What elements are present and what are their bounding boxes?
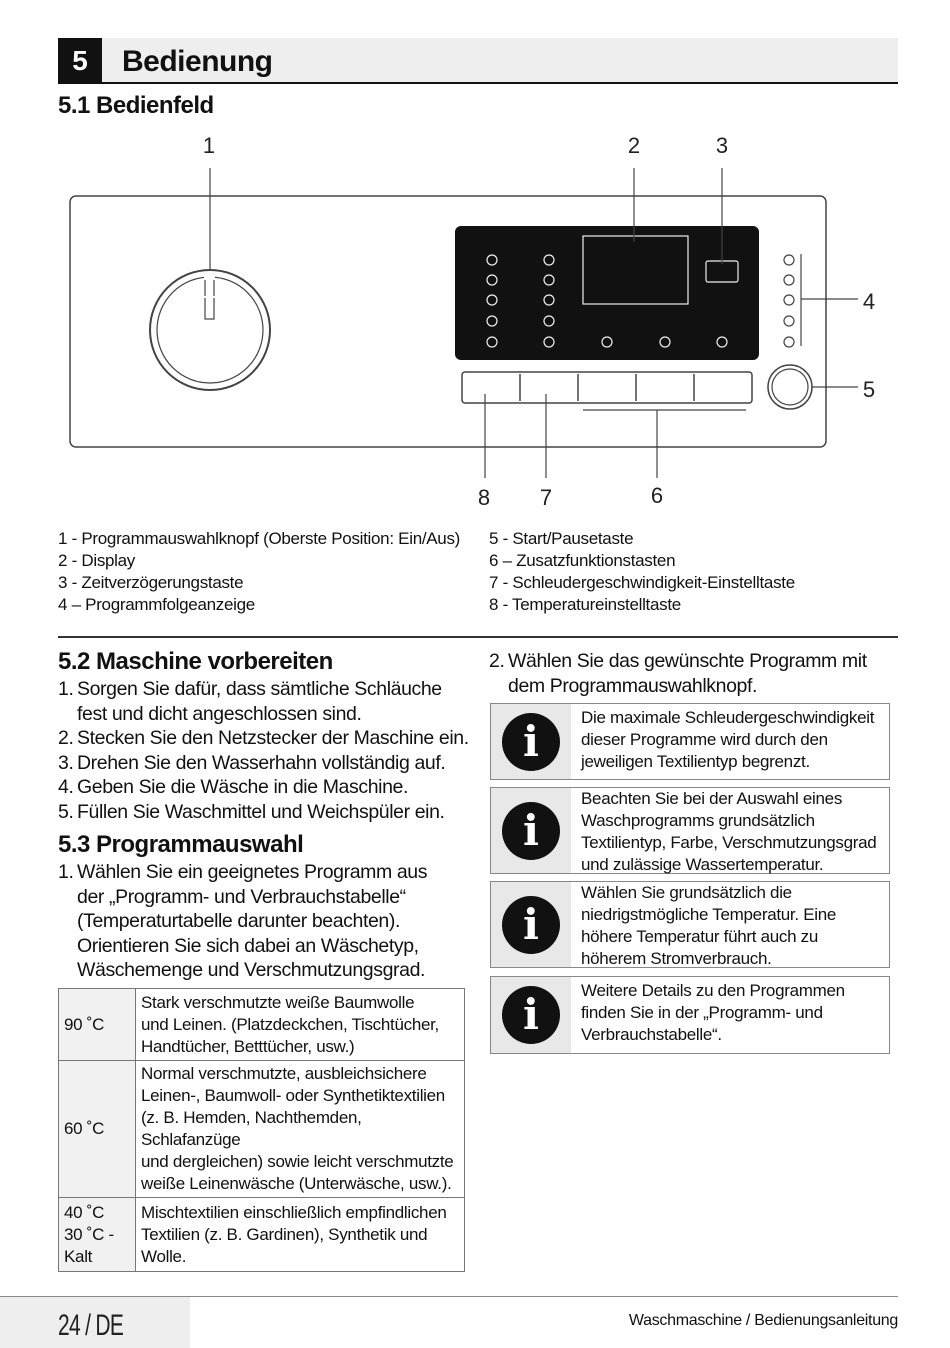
selection-step-2 (489, 649, 899, 698)
callout-4: 4 (862, 289, 876, 314)
section-number: 5 (58, 38, 102, 84)
info-box (490, 976, 890, 1054)
info-text: Weitere Details zu den Programmen finden Sie in der „Programm- und Verbrauchstabelle“. (581, 981, 845, 1044)
legend-item: 7 - Schleudergeschwindigkeit-Einstelltaste (489, 573, 795, 592)
table-cell-desc: Mischtextilien einschließlich empfindlichen Textilien (z. B. Gardinen), Synthetik und Wolle. (136, 1198, 465, 1272)
table-row (59, 1198, 465, 1272)
control-panel-diagram (0, 120, 950, 520)
page-number: 24 / DE (58, 1309, 124, 1342)
section-title: Bedienung (122, 45, 273, 78)
info-icon: i (502, 713, 560, 771)
info-box (490, 703, 890, 780)
callout-6: 6 (650, 483, 664, 508)
info-box (490, 787, 890, 874)
table-cell-desc: Normal verschmutzte, ausbleichsichere Leinen-, Baumwoll- oder Synthetiktextilien (z. B. Hemden, Nachthemden, Schlafanzüge und dergleichen) sowie leicht verschmutzte weiße Leinenwäsche (Unterwäsche, usw.). (136, 1061, 465, 1198)
callout-8: 8 (477, 485, 491, 510)
info-box (490, 881, 890, 968)
list-item: 4. Geben Sie die Wäsche in die Maschine. (58, 776, 408, 799)
table-cell-temp: 60 ˚C (59, 1061, 136, 1198)
legend-item: 4 – Programmfolgeanzeige (58, 595, 255, 614)
callout-7: 7 (539, 485, 553, 510)
list-item: 1. Sorgen Sie dafür, dass sämtliche Schläuche fest und dicht angeschlossen sind. (58, 678, 442, 725)
start-pause-button (768, 365, 812, 409)
legend-item: 5 - Start/Pausetaste (489, 529, 634, 548)
callout-1: 1 (202, 133, 216, 158)
list-item: 5. Füllen Sie Waschmittel und Weichspüler ein. (58, 800, 445, 823)
button-row (462, 372, 752, 403)
list-item: 3. Drehen Sie den Wasserhahn vollständig auf. (58, 751, 446, 774)
legend-right (489, 528, 795, 616)
list-item: 1. Wählen Sie ein geeignetes Programm aus der „Programm- und Verbrauchstabelle“ (Temperaturtabelle darunter beachten). Orientieren Sie sich dabei an Wäschetyp, Wäschemenge und Verschmutzungsgrad. (58, 861, 428, 982)
info-text: Wählen Sie grundsätzlich die niedrigstmögliche Temperatur. Eine höhere Temperatur führt auch zu höherem Stromverbrauch. (581, 883, 837, 968)
list-item: 2. Wählen Sie das gewünschte Programm mit dem Programmauswahlknopf. (489, 650, 867, 697)
info-icon: i (502, 986, 560, 1044)
section-header (58, 38, 898, 84)
legend-item: 6 – Zusatzfunktionstasten (489, 551, 676, 570)
info-text: Die maximale Schleudergeschwindigkeit dieser Programme wird durch den jeweiligen Textilientyp begrenzt. (581, 708, 875, 771)
table-row (59, 989, 465, 1061)
preparation-steps (58, 677, 473, 825)
callout-3: 3 (715, 133, 729, 158)
display-panel (455, 226, 759, 360)
legend-item: 3 - Zeitverzögerungstaste (58, 573, 244, 592)
info-text: Beachten Sie bei der Auswahl eines Waschprogramms grundsätzlich Textilientyp, Farbe, Verschmutzungsgrad und zulässige Wassertemperatur. (581, 789, 877, 874)
temperature-table (58, 988, 465, 1272)
table-cell-temp: 40 ˚C 30 ˚C - Kalt (59, 1198, 136, 1272)
legend-left (58, 528, 460, 616)
list-item: 2. Stecken Sie den Netzstecker der Maschine ein. (58, 727, 469, 750)
heading-programmauswahl: 5.3 Programmauswahl (58, 831, 304, 858)
info-icon: i (502, 896, 560, 954)
divider (58, 636, 898, 638)
callout-5: 5 (862, 377, 876, 402)
table-row (59, 1061, 465, 1198)
info-icon: i (502, 802, 560, 860)
document-title: Waschmaschine / Bedienungsanleitung (628, 1312, 898, 1329)
heading-bedienfeld: 5.1 Bedienfeld (58, 92, 214, 119)
selection-steps (58, 860, 430, 983)
legend-item: 8 - Temperatureinstelltaste (489, 595, 681, 614)
table-cell-desc: Stark verschmutzte weiße Baumwolle und Leinen. (Platzdeckchen, Tischtücher, Handtücher, Betttücher, usw.) (136, 989, 465, 1061)
callout-2: 2 (627, 133, 641, 158)
program-selector-knob (150, 270, 270, 390)
legend-item: 2 - Display (58, 551, 136, 570)
heading-maschine-vorbereiten: 5.2 Maschine vorbereiten (58, 648, 333, 675)
legend-item: 1 - Programmauswahlknopf (Oberste Position: Ein/Aus) (58, 529, 461, 548)
table-cell-temp: 90 ˚C (59, 989, 136, 1061)
